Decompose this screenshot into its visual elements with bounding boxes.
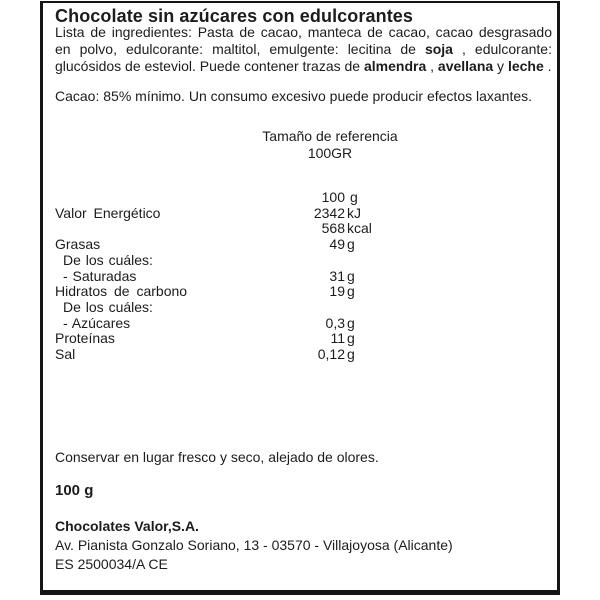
nutrient-unit: kcal	[347, 220, 372, 237]
ingredients-paragraph	[55, 24, 552, 75]
nutrition-row-ofwhich-fat	[43, 253, 557, 269]
nutrition-row-energy-kcal	[43, 221, 557, 237]
allergen-almendra: almendra	[363, 58, 427, 74]
allergen-avellana: avellana	[437, 58, 494, 74]
nutrient-unit	[345, 253, 347, 269]
nutrient-label: De los cuáles:	[63, 298, 153, 315]
allergen-soja: soja	[424, 41, 453, 57]
nutrient-unit: g	[347, 330, 355, 347]
nutrition-header-unit: g	[350, 189, 358, 205]
nutrition-header-label	[55, 190, 275, 206]
nutrition-header-amount: 100	[321, 189, 345, 205]
nutrient-amount: 2342	[313, 204, 345, 221]
nutrition-row-fat	[43, 237, 557, 253]
manufacturer-name: Chocolates Valor,S.A.	[55, 518, 199, 534]
nutrient-unit: g	[347, 283, 355, 300]
ingredients-text: , edulcorante: glucósidos de esteviol. Puede contener trazas de	[55, 41, 552, 74]
nutrient-amount: 11	[330, 330, 345, 347]
nutrient-amount: 19	[329, 283, 345, 300]
manufacturer-address: Av. Pianista Gonzalo Soriano, 13 - 03570 - Villajoyosa (Alicante)	[55, 537, 453, 553]
nutrition-row-energy	[43, 206, 557, 222]
ingredients-text: Lista de ingredientes: Pasta de cacao, manteca de cacao, cacao desgrasado en polvo, edulcorante: maltitol, emulgente: lecitina de	[55, 24, 552, 57]
nutrient-unit	[345, 300, 347, 316]
nutrient-label: - Azúcares	[63, 314, 131, 331]
nutrient-unit: kJ	[347, 204, 361, 221]
nutrient-amount: 31	[329, 267, 345, 284]
product-label	[40, 1, 560, 595]
nutrient-amount	[275, 300, 345, 316]
nutrition-column-header	[43, 190, 557, 206]
nutrient-label: Proteínas	[55, 330, 115, 347]
nutrient-label: De los cuáles:	[63, 251, 153, 268]
nutrient-label: Valor Energético	[55, 204, 161, 221]
nutrient-unit: g	[347, 346, 355, 363]
serving-reference-title: Tamaño de referencia	[262, 128, 398, 144]
nutrient-unit: g	[347, 267, 355, 284]
ingredients-text: y	[493, 58, 508, 74]
nutrition-row-protein	[43, 331, 557, 347]
allergen-leche: leche	[507, 58, 544, 74]
nutrition-table	[43, 190, 557, 363]
nutrient-unit: g	[347, 236, 355, 253]
nutrient-label: Hidratos de carbono	[55, 283, 188, 300]
nutrient-label: Grasas	[55, 236, 101, 253]
ingredients-text: .	[543, 58, 552, 74]
nutrient-unit: g	[347, 314, 355, 331]
manufacturer-registry: ES 2500034/A CE	[55, 556, 168, 572]
nutrient-amount: 568	[321, 220, 345, 237]
product-title: Chocolate sin azúcares con edulcorantes	[55, 6, 414, 26]
serving-reference-size: 100GR	[307, 144, 353, 161]
nutrition-row-ofwhich-carbs	[43, 300, 557, 316]
nutrient-amount	[275, 253, 345, 269]
serving-reference	[230, 128, 430, 161]
nutrition-row-saturates	[43, 269, 557, 285]
nutrient-amount: 49	[329, 236, 345, 253]
nutrition-row-salt	[43, 347, 557, 363]
ingredients-text: ,	[426, 58, 438, 74]
nutrition-row-sugars	[43, 316, 557, 332]
storage-note: Conservar en lugar fresco y seco, alejado de olores.	[55, 449, 379, 465]
nutrition-row-carbohydrate	[43, 284, 557, 300]
cacao-note: Cacao: 85% mínimo. Un consumo excesivo puede producir efectos laxantes.	[55, 88, 533, 104]
nutrient-amount: 0,3	[325, 314, 345, 331]
nutrient-label	[55, 221, 275, 237]
nutrient-label: Sal	[55, 346, 76, 363]
nutrient-amount: 0,12	[317, 346, 345, 363]
nutrient-label: - Saturadas	[63, 267, 137, 284]
net-weight: 100 g	[55, 482, 94, 499]
manufacturer-block	[55, 517, 552, 574]
